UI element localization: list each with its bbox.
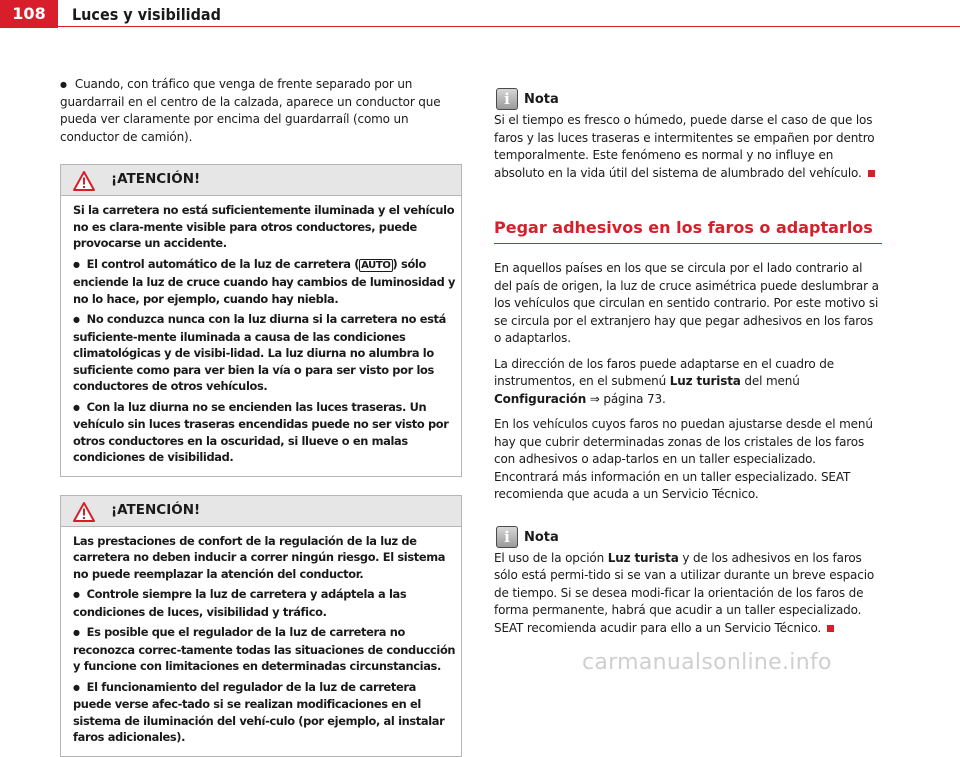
info-note-icon: i [496,526,518,548]
warning-item: ● El control automático de la luz de carretera ( AUTO ) sólo enciende la luz de cruce cuando hay cambios de luminosidad y no lo hace, por ejemplo, cuando hay niebla. [73,256,457,308]
warning-item: ● Con la luz diurna no se encienden las luces traseras. Un vehículo sin luces traseras encendidas puede no ser visto por otros conductores en la oscuridad, si llueve o en malas condiciones de visibilidad. [73,399,457,466]
watermark: carmanualsonline.info [582,650,832,675]
warning-triangle-icon [73,171,95,191]
page-reference-link[interactable]: ⇒ página 73. [586,391,666,406]
info-note-icon: i [496,88,518,110]
warning-triangle-icon [73,502,95,522]
note-title: Nota [524,92,559,107]
note-text: El uso de la opción Luz turista y de los adhesivos en los faros sólo está permi-tido si se van a utilizar durante un breve espacio de tiempo. Si se desea modi-ficar la orientación de los faros de forma permanente, habrá que acudir a un taller especializado. SEAT recomienda acudir para ello a un Servicio Técnico. [494,550,875,635]
warning-item: ● El funcionamiento del regulador de la luz de carretera puede verse afec-tado si se realizan modificaciones en el sistema de iluminación del vehí-culo (por ejemplo, al instalar faros adicionales). [73,679,457,746]
page-number: 108 [0,0,58,28]
page-header [0,0,960,40]
section-heading: Pegar adhesivos en los faros o adaptarlos [494,218,882,244]
warning-body [61,196,461,476]
page-title: Luces y visibilidad [72,5,221,24]
left-column [60,76,462,757]
paragraph: En los vehículos cuyos faros no puedan ajustarse desde el menú hay que cubrir determinadas zonas de los cristales de los faros con adhesivos o adap-tarlos en un taller especializado. Encontrará más información en un taller especializado. SEAT recomienda que acuda a un Servicio Técnico. [494,417,873,501]
right-column [494,88,882,637]
warning-title: ¡ATENCIÓN! [111,501,201,518]
menu-option: Luz turista [669,374,741,388]
intro-bullet [60,76,462,146]
paragraph: En aquellos países en los que se circula por el lado contrario al del país de origen, la luz de cruce asimétrica puede deslumbrar a los vehículos que circulan en sentido contrario. Por este motivo si se circula por el extranjero hay que pegar adhesivos en los faros o adaptarlos. [494,261,879,345]
auto-badge-icon: AUTO [361,259,391,271]
menu-name: Configuración [494,391,587,406]
bullet-icon [60,77,75,91]
warning-lead: Las prestaciones de confort de la regulación de la luz de carretera no deben inducir a correr ningún riesgo. El sistema no puede reemplazar la atención del conductor. [73,533,446,581]
warning-lead: Si la carretera no está suficientemente iluminada y el vehículo no es clara-mente visible para otros conductores, puede provocarse un accidente. [73,203,455,250]
warning-body [61,527,461,756]
warning-header [61,165,461,196]
note-header [494,88,882,112]
warning-box-2 [60,495,462,757]
warning-item: ● Controle siempre la luz de carretera y adáptela a las condiciones de luces, visibilidad y tráfico. [73,586,457,620]
warning-item: ● No conduzca nunca con la luz diurna si la carretera no está suficiente-mente iluminada a causa de las condiciones climatológicas y de visibi-lidad. La luz diurna no alumbra lo suficiente como para ver bien la vía o para ser visto por los conductores de otros vehículos. [73,311,457,395]
warning-header [61,496,461,527]
paragraph: La dirección de los faros puede adaptarse en el cuadro de instrumentos, en el submenú Luz turista del menú Configuración ⇒ página 73. [494,356,834,406]
warning-title: ¡ATENCIÓN! [111,171,201,187]
end-of-section-icon [868,170,875,177]
note-text: Si el tiempo es fresco o húmedo, puede darse el caso de que los faros y las luces traseras e intermitentes se empañen por dentro temporalmente. Este fenómeno es normal y no influye en absoluto en la vida útil del sistema de alumbrado del vehículo. [494,113,875,180]
header-rule [58,26,960,27]
warning-box-1 [60,164,462,477]
menu-option: Luz turista [607,550,679,565]
note-header [494,526,882,550]
note-title: Nota [524,529,559,545]
end-of-section-icon [827,625,834,632]
warning-item: ● Es posible que el regulador de la luz de carretera no reconozca correc-tamente todas las situaciones de conducción y funcione con limitaciones en determinadas circunstancias. [73,624,457,675]
intro-text: Cuando, con tráfico que venga de frente separado por un guardarrail en el centro de la calzada, aparece un conductor que pueda ver claramente por encima del guardarraíl (como un conductor de camión). [60,77,441,144]
